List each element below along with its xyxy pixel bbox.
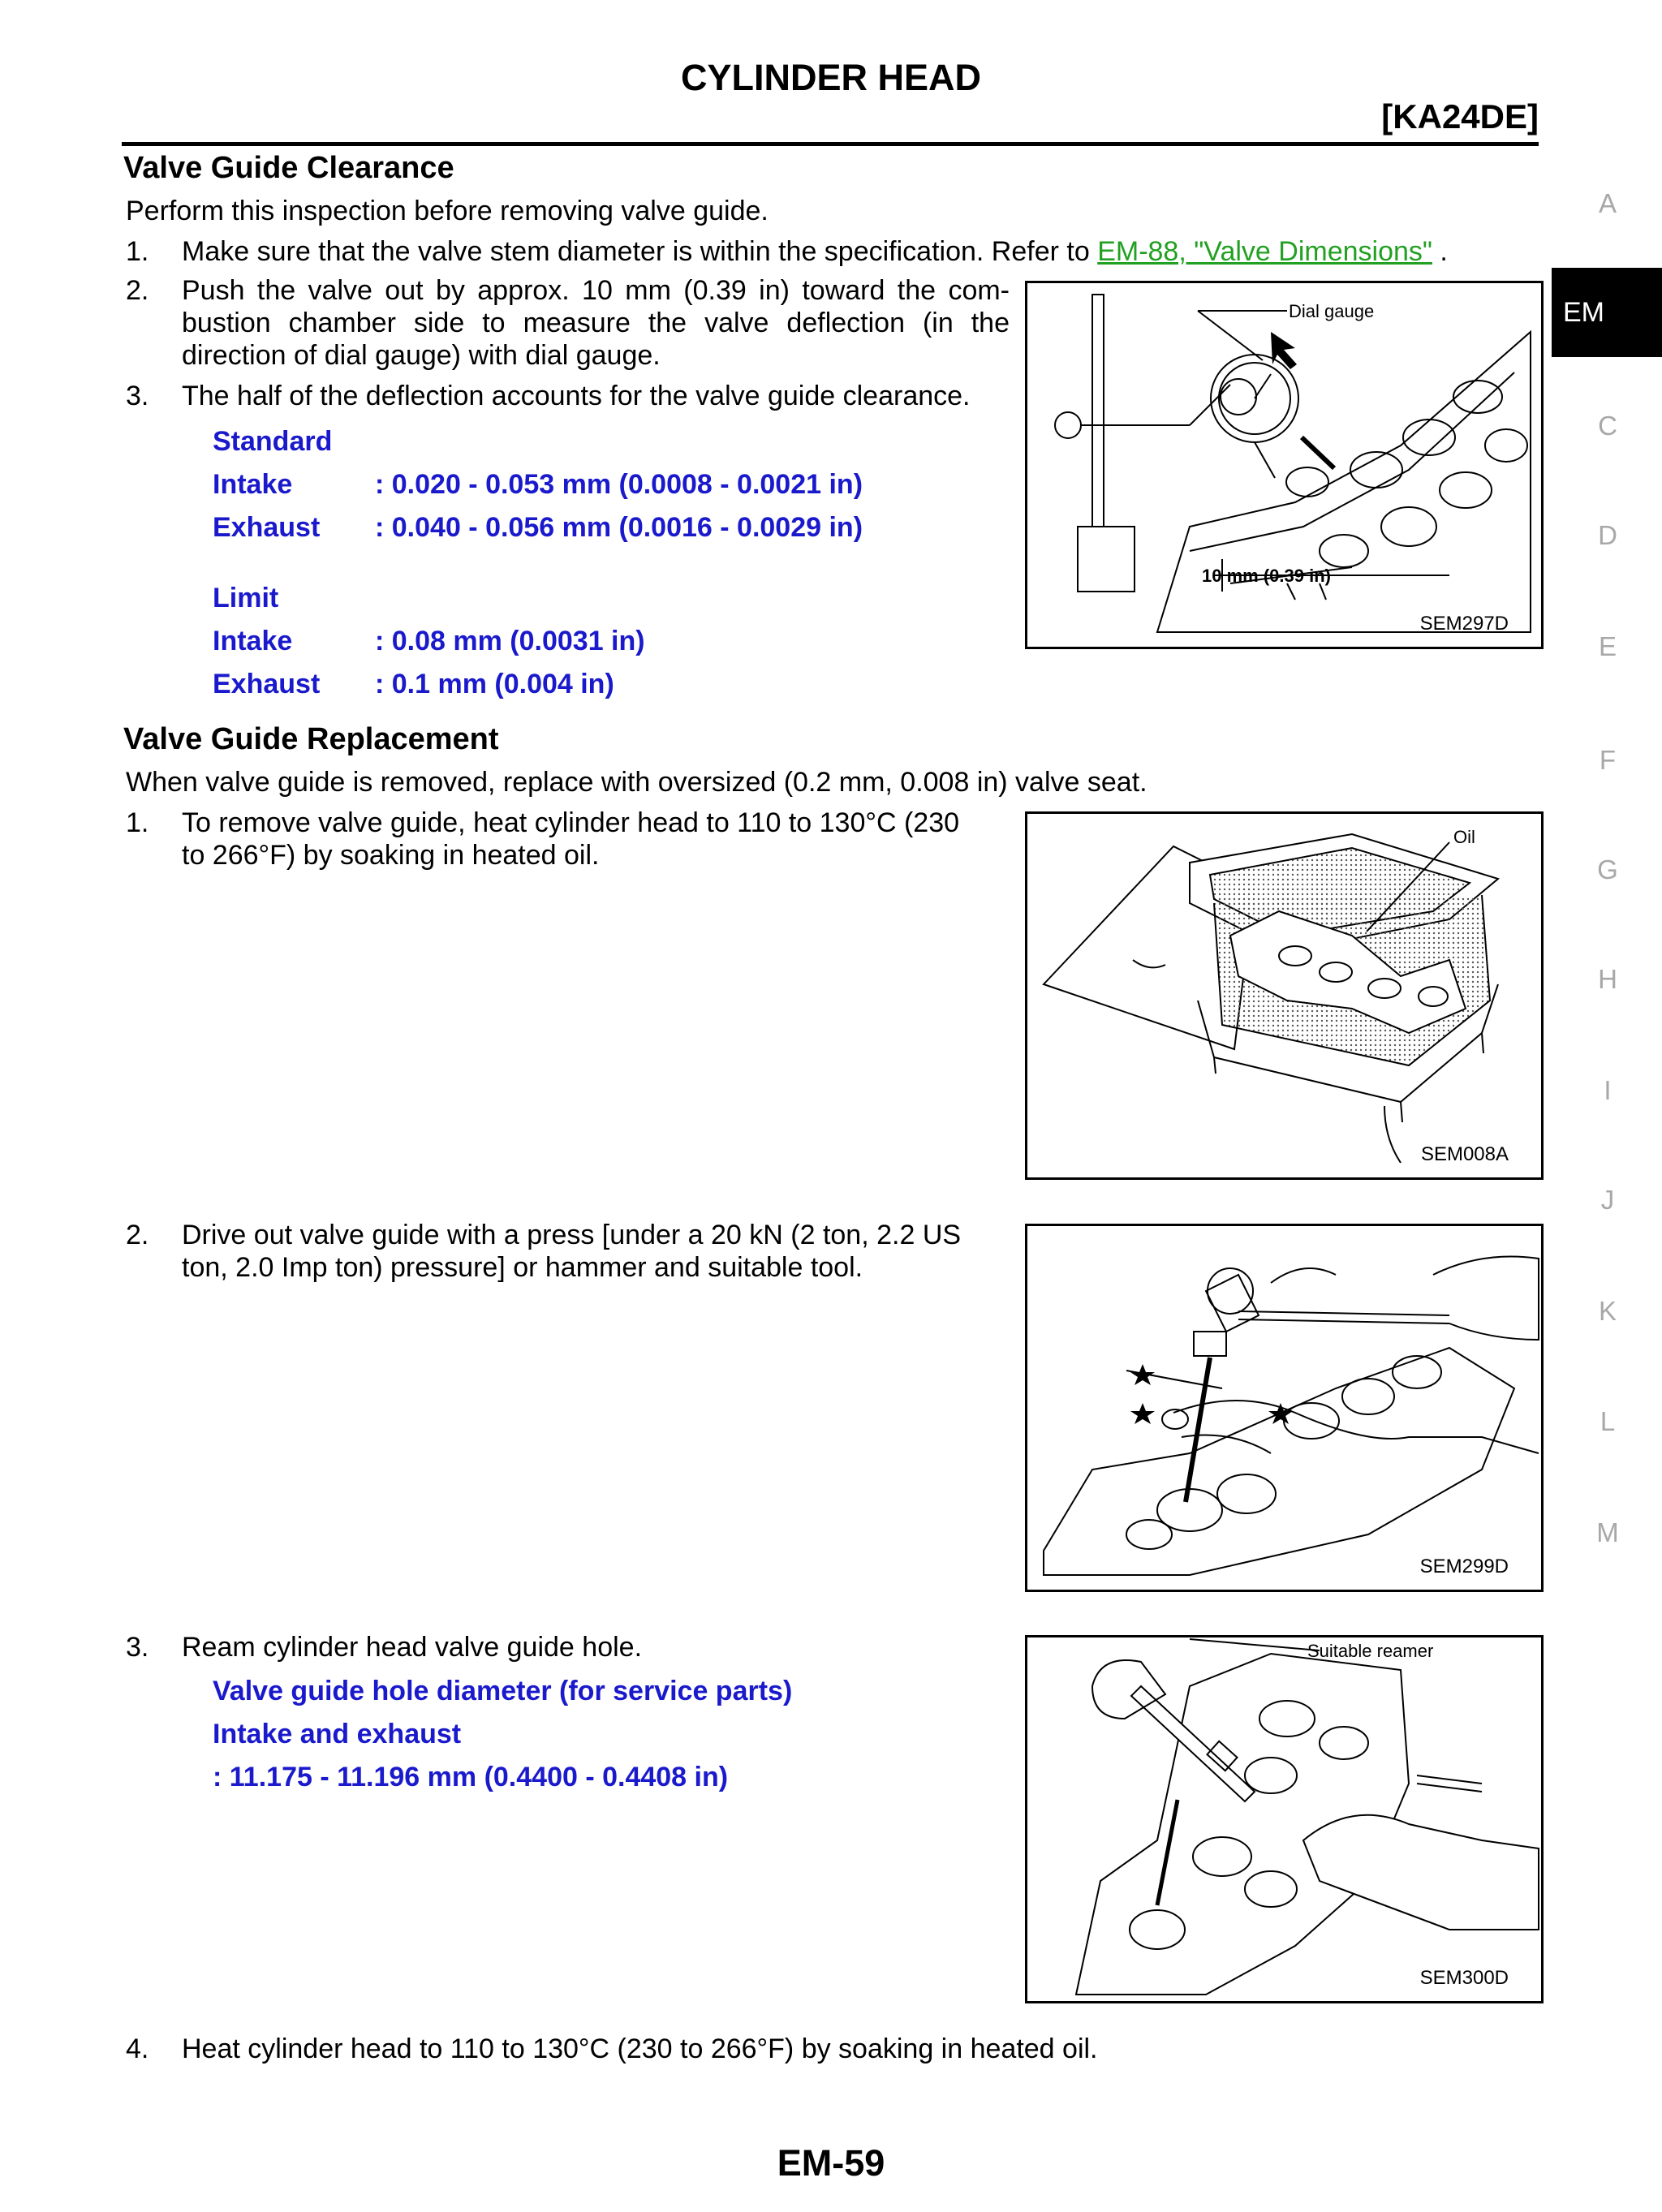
spec-std-exhaust-value: : 0.040 - 0.056 mm (0.0016 - 0.0029 in) xyxy=(375,512,863,543)
sec2-intro: When valve guide is removed, replace with oversized (0.2 mm, 0.008 in) valve seat. xyxy=(126,767,1147,798)
figure-hammer-drive xyxy=(1025,1224,1544,1592)
figure-oil-bath xyxy=(1025,811,1544,1180)
sidebar-letter-j[interactable]: J xyxy=(1600,1185,1615,1215)
fig-label-dial-gauge: Dial gauge xyxy=(1289,301,1375,321)
spec-limit-title: Limit xyxy=(213,583,279,613)
figure-code: SEM300D xyxy=(1419,1967,1509,1989)
sidebar-letter-d[interactable]: D xyxy=(1598,520,1617,550)
spec-intake-exhaust: Intake and exhaust xyxy=(213,1719,462,1749)
spec-hole-diameter-value: : 11.175 - 11.196 mm (0.4400 - 0.4408 in) xyxy=(213,1762,729,1792)
sidebar-letter-g[interactable]: G xyxy=(1597,854,1618,884)
spec-std-exhaust-label: Exhaust xyxy=(213,512,321,543)
fig-label-10mm: 10 mm (0.39 in) xyxy=(1202,566,1331,586)
page-number: EM-59 xyxy=(777,2142,885,2184)
reamer-illustration xyxy=(1027,1637,1541,2001)
heading-valve-guide-clearance: Valve Guide Clearance xyxy=(123,151,454,185)
sidebar-letter-l[interactable]: L xyxy=(1600,1406,1616,1436)
spec-std-intake-label: Intake xyxy=(213,469,293,500)
sidebar-letter-m[interactable]: M xyxy=(1596,1517,1619,1547)
sidebar-letter-f[interactable]: F xyxy=(1599,745,1617,775)
spec-lim-intake-value: : 0.08 mm (0.0031 in) xyxy=(375,626,645,656)
sidebar-letter-a[interactable]: A xyxy=(1598,188,1617,218)
sidebar-letter-e[interactable]: E xyxy=(1598,631,1617,661)
page-title: CYLINDER HEAD xyxy=(680,57,982,98)
heading-valve-guide-replacement: Valve Guide Replacement xyxy=(123,722,499,756)
header-rule xyxy=(122,142,1539,146)
sidebar-letter-c[interactable]: C xyxy=(1598,411,1617,441)
engine-code: [KA24DE] xyxy=(1381,97,1539,136)
arrow-icon xyxy=(1271,332,1297,369)
sidebar-letter-h[interactable]: H xyxy=(1598,964,1617,994)
dial-gauge-illustration xyxy=(1027,283,1541,647)
spec-standard-title: Standard xyxy=(213,426,333,457)
figure-code: SEM297D xyxy=(1419,613,1509,635)
figure-reamer xyxy=(1025,1635,1544,2003)
spec-lim-exhaust-value: : 0.1 mm (0.004 in) xyxy=(375,669,614,699)
star-icon xyxy=(1130,1364,1293,1424)
link-valve-dimensions[interactable]: EM-88, "Valve Dimensions" xyxy=(1097,236,1432,267)
figure-code: SEM008A xyxy=(1420,1143,1509,1165)
fig-label-oil: Oil xyxy=(1453,827,1475,847)
sec1-intro: Perform this inspection before removing valve guide. xyxy=(126,196,769,226)
hammer-drive-illustration xyxy=(1027,1226,1541,1590)
sidebar-letter-k[interactable]: K xyxy=(1598,1296,1617,1326)
oil-bath-illustration xyxy=(1027,814,1541,1177)
spec-hole-diameter-title: Valve guide hole diameter (for service parts) xyxy=(213,1676,793,1706)
figure-code: SEM299D xyxy=(1419,1556,1509,1577)
sidebar-letter-i[interactable]: I xyxy=(1604,1075,1612,1105)
spec-lim-intake-label: Intake xyxy=(213,626,293,656)
figure-dial-gauge xyxy=(1025,281,1544,649)
fig-label-suitable-reamer: Suitable reamer xyxy=(1307,1641,1434,1661)
spec-lim-exhaust-label: Exhaust xyxy=(213,669,321,699)
sidebar-tab-em[interactable]: EM xyxy=(1552,268,1662,357)
spec-std-intake-value: : 0.020 - 0.053 mm (0.0008 - 0.0021 in) xyxy=(375,469,863,500)
